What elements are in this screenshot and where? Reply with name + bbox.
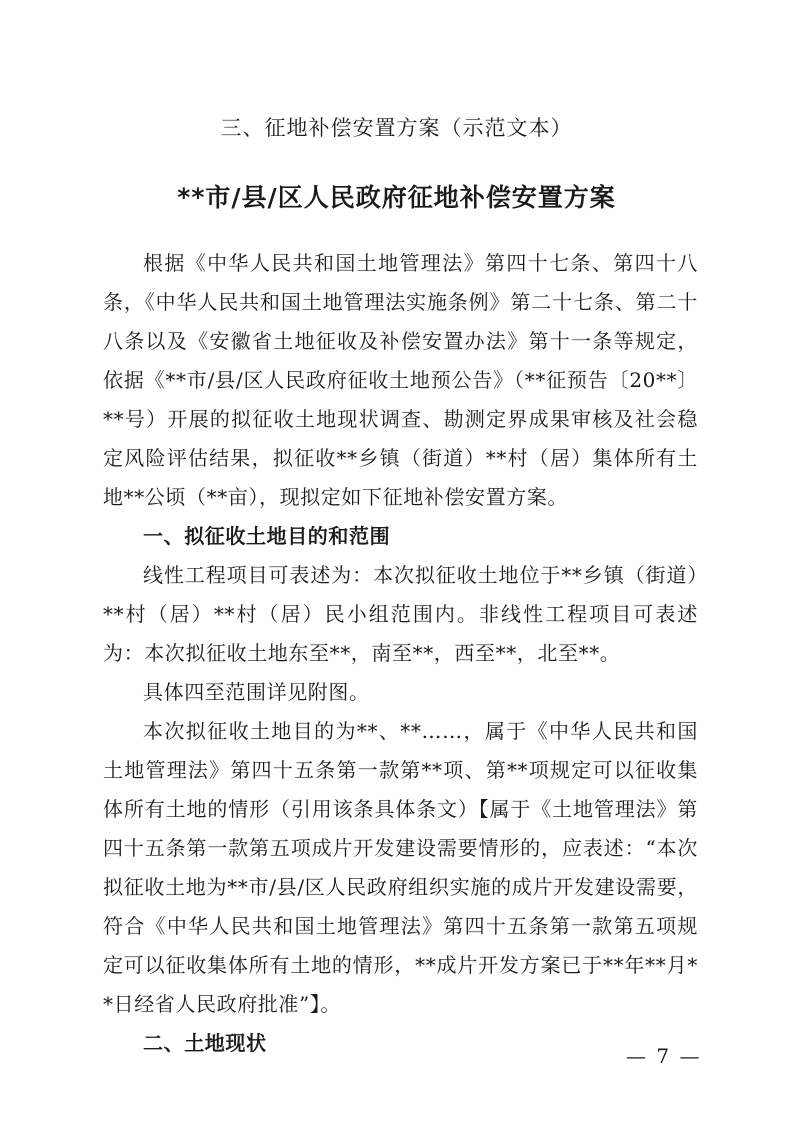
document-body — [103, 244, 698, 1063]
paragraph-purpose: 本次拟征收土地目的为**、**……，属于《中华人民共和国土地管理法》第四十五条第一款第**项、第**项规定可以征收集体所有土地的情形（引用该条具体条文）【属于《土地管理法》第四十五条第一款第五项成片开发建设需要情形的，应表述：“本次拟征收土地为**市/县/区人民政府组织实施的成片开发建设需要，符合《中华人民共和国土地管理法》第四十五条第一款第五项规定可以征收集体所有土地的情形，**成片开发方案已于**年**月**日经省人民政府批准”】。 — [103, 719, 698, 1016]
document-title: **市/县/区人民政府征地补偿安置方案 — [177, 183, 616, 212]
page-number: — 7 — — [626, 1044, 702, 1068]
paragraph-scope-description: 线性工程项目可表述为：本次拟征收土地位于**乡镇（街道）**村（居）**村（居）民小组范围内。非线性工程项目可表述为：本次拟征收土地东至**，南至**，西至**，北至**。 — [103, 563, 698, 665]
heading-purpose-and-scope: 一、拟征收土地目的和范围 — [143, 524, 391, 548]
heading-land-status: 二、土地现状 — [143, 1031, 267, 1055]
paragraph-boundary-map: 具体四至范围详见附图。 — [143, 680, 370, 704]
section-title: 三、征地补偿安置方案（示范文本） — [220, 116, 573, 140]
paragraph-basis: 根据《中华人民共和国土地管理法》第四十七条、第四十八条，《中华人民共和国土地管理法实施条例》第二十七条、第二十八条以及《安徽省土地征收及补偿安置办法》第十一条等规定，依据《**市/县/区人民政府征收土地预公告》（**征预告〔20**〕**号）开展的拟征收土地现状调查、勘测定界成果审核及社会稳定风险评估结果，拟征收**乡镇（街道）**村（居）集体所有土地**公顷（**亩），现拟定如下征地补偿安置方案。 — [103, 251, 698, 509]
